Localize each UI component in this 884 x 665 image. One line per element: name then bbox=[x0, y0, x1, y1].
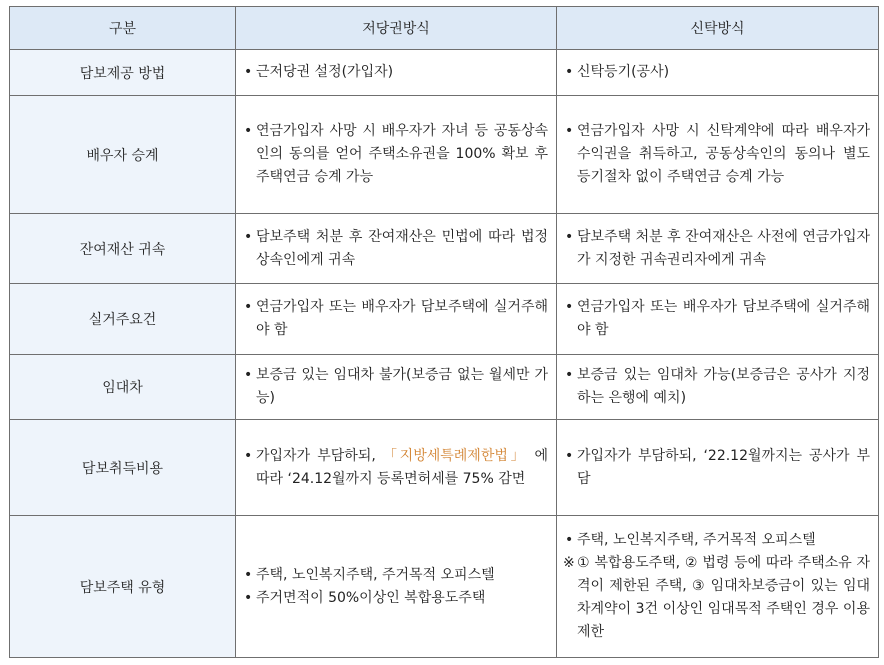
trust-cell bbox=[557, 50, 879, 96]
bullet-item: • 담보주택 처분 후 잔여재산은 민법에 따라 법정상속인에게 귀속 bbox=[242, 226, 548, 272]
bullet-text: 에 따라 ‘24.12월까지 등록면허세를 75% 감면 bbox=[256, 447, 548, 487]
mortgage-cell bbox=[236, 214, 557, 284]
bullet-item: • 주택, 노인복지주택, 주거목적 오피스텔 bbox=[563, 529, 870, 552]
bullet-item: • 연금가입자 사망 시 신탁계약에 따라 배우자가 수익권을 취득하고, 공동상속인의 동의나 별도 등기절차 없이 주택연금 승계 가능 bbox=[563, 120, 870, 189]
header-trust-method: 신탁방식 bbox=[557, 7, 879, 50]
mortgage-cell bbox=[236, 355, 557, 420]
bullet-item: • 근저당권 설정(가입자) bbox=[242, 61, 548, 84]
trust-cell bbox=[557, 96, 879, 214]
note-mark: ※ bbox=[563, 555, 575, 571]
table-row bbox=[10, 420, 879, 516]
note-text: ① 복합용도주택, ② 법령 등에 따라 주택소유 자격이 제한된 주택, ③ 임대차보증금이 있는 임대차계약이 3건 이상인 임대목적 주택인 경우 이용 제한 bbox=[577, 555, 870, 640]
table-row bbox=[10, 516, 879, 658]
table-row bbox=[10, 96, 879, 214]
mortgage-cell bbox=[236, 420, 557, 516]
comparison-table bbox=[9, 6, 879, 658]
row-label: 담보취득비용 bbox=[10, 420, 236, 516]
table-row bbox=[10, 50, 879, 96]
restriction-note bbox=[563, 552, 870, 644]
table-row bbox=[10, 214, 879, 284]
header-mortgage-method: 저당권방식 bbox=[236, 7, 557, 50]
trust-cell bbox=[557, 420, 879, 516]
bullet-item: • 연금가입자 또는 배우자가 담보주택에 실거주해야 함 bbox=[563, 296, 870, 342]
trust-cell bbox=[557, 516, 879, 658]
trust-cell bbox=[557, 214, 879, 284]
bullet-item: • 신탁등기(공사) bbox=[563, 61, 870, 84]
bullet-item: • 보증금 있는 임대차 불가(보증금 없는 월세만 가능) bbox=[242, 364, 548, 410]
row-label: 배우자 승계 bbox=[10, 96, 236, 214]
bullet-item: • 연금가입자 사망 시 배우자가 자녀 등 공동상속인의 동의를 얻어 주택소유권을 100% 확보 후 주택연금 승계 가능 bbox=[242, 120, 548, 189]
bullet-item: • 담보주택 처분 후 잔여재산은 사전에 연금가입자가 지정한 귀속권리자에게 귀속 bbox=[563, 226, 870, 272]
bullet-text: 가입자가 부담하되, bbox=[256, 447, 383, 464]
mortgage-cell bbox=[236, 516, 557, 658]
header-category: 구분 bbox=[10, 7, 236, 50]
bullet-item: • 주거면적이 50%이상인 복합용도주택 bbox=[242, 587, 548, 610]
bullet-item bbox=[242, 445, 548, 491]
bullet-item: • 주택, 노인복지주택, 주거목적 오피스텔 bbox=[242, 564, 548, 587]
bullet-item: • 가입자가 부담하되, ‘22.12월까지는 공사가 부담 bbox=[563, 445, 870, 491]
table-row bbox=[10, 284, 879, 355]
bullet-item: • 연금가입자 또는 배우자가 담보주택에 실거주해야 함 bbox=[242, 296, 548, 342]
trust-cell bbox=[557, 355, 879, 420]
mortgage-cell bbox=[236, 96, 557, 214]
bullet-item: • 보증금 있는 임대차 가능(보증금은 공사가 지정하는 은행에 예치) bbox=[563, 364, 870, 410]
row-label: 실거주요건 bbox=[10, 284, 236, 355]
mortgage-cell bbox=[236, 50, 557, 96]
row-label: 잔여재산 귀속 bbox=[10, 214, 236, 284]
table-row bbox=[10, 355, 879, 420]
law-name: 「지방세특례제한법」 bbox=[382, 447, 528, 464]
row-label: 담보제공 방법 bbox=[10, 50, 236, 96]
row-label: 담보주택 유형 bbox=[10, 516, 236, 658]
row-label: 임대차 bbox=[10, 355, 236, 420]
mortgage-cell bbox=[236, 284, 557, 355]
trust-cell bbox=[557, 284, 879, 355]
table-header-row bbox=[10, 7, 879, 50]
